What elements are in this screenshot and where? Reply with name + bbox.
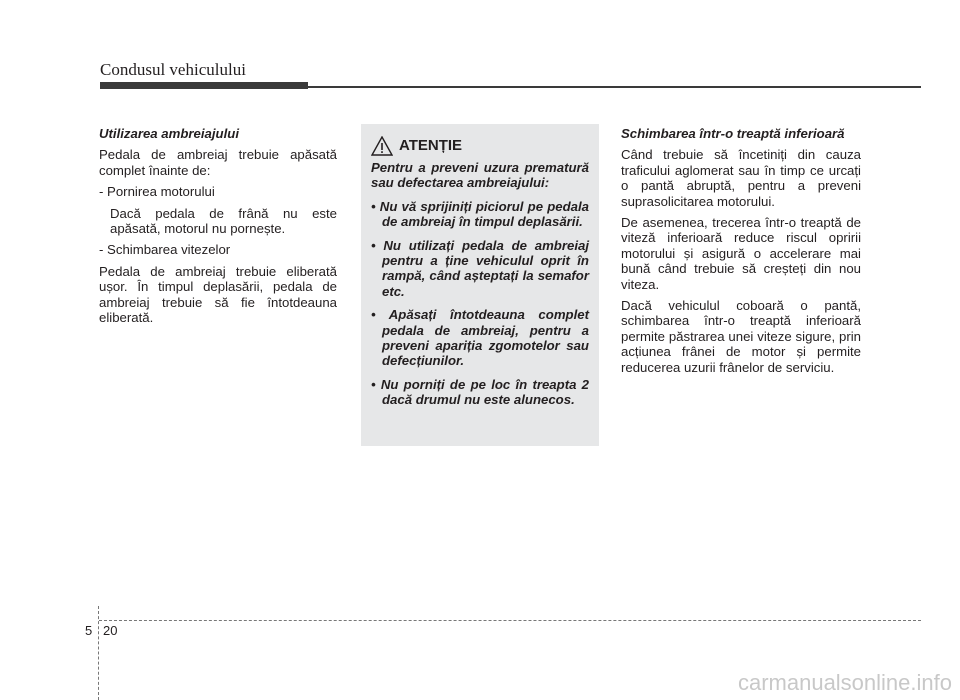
clutch-item-shift: - Schimbarea vitezelor xyxy=(99,242,231,258)
warning-item: • Nu utilizați pedala de ambreiaj pentru a ține vehiculul oprit în rampă, când așteptați la semafor etc. xyxy=(371,237,589,299)
downshift-p2: De asemenea, trecerea într-o treaptă de viteză inferioară reduce riscul opririi motorului și asigură o accelerare mai bună când trebuie să creșteți din nou viteza. xyxy=(621,215,861,292)
clutch-heading: Utilizarea ambreiajului xyxy=(99,126,239,141)
page-header-title: Condusul vehiculului xyxy=(100,60,246,79)
clutch-intro: Pedala de ambreiaj trebuie apăsată complet înainte de: xyxy=(99,147,337,178)
chapter-number: 5 xyxy=(85,623,93,638)
warning-triangle-icon xyxy=(371,136,393,156)
warning-item: • Apăsați întotdeauna complet pedala de ambreiaj, pentru a preveni apariția zgomotelor sau defecțiunilor. xyxy=(371,307,589,369)
warning-header xyxy=(371,136,589,156)
downshift-p1: Când trebuie să încetiniți din cauza traficului aglomerat sau în timp ce urcați o pantă abruptă, pentru a preveni suprasolicitarea motorului. xyxy=(621,147,861,209)
warning-item: • Nu porniți de pe loc în treapta 2 dacă drumul nu este alunecos. xyxy=(371,376,589,408)
header-bar-thick xyxy=(100,82,308,89)
downshift-heading: Schimbarea într-o treaptă inferioară xyxy=(621,126,845,141)
watermark-text: carmanualsonline.info xyxy=(737,670,952,695)
warning-intro: Pentru a preveni uzura prematură sau defectarea ambreiajului: xyxy=(371,160,589,191)
clutch-item-start: - Pornirea motorului xyxy=(99,184,215,200)
footer-divider xyxy=(98,606,99,700)
warning-title: ATENȚIE xyxy=(399,137,463,155)
right-column xyxy=(621,126,861,381)
clutch-item-start-detail: Dacă pedala de frână nu este apăsată, motorul nu pornește. xyxy=(110,205,337,237)
header-rule xyxy=(308,86,921,88)
footer-rule xyxy=(99,620,921,621)
left-column xyxy=(99,126,337,331)
warning-box xyxy=(361,124,599,446)
warning-item: • Nu vă sprijiniți piciorul pe pedala de ambreiaj în timpul deplasării. xyxy=(371,198,589,230)
clutch-outro: Pedala de ambreiaj trebuie eliberată ușor. În timpul deplasării, pedala de ambreiaj trebuie să fie întotdeauna eliberată. xyxy=(99,263,337,326)
downshift-p3: Dacă vehiculul coboară o pantă, schimbarea într-o treaptă inferioară permite păstrarea unei viteze sigure, prin acțiunea frânei de motor și permite reducerea uzurii frânelor de serviciu. xyxy=(621,298,861,375)
warning-list xyxy=(371,199,589,408)
page-number: 20 xyxy=(103,623,118,638)
